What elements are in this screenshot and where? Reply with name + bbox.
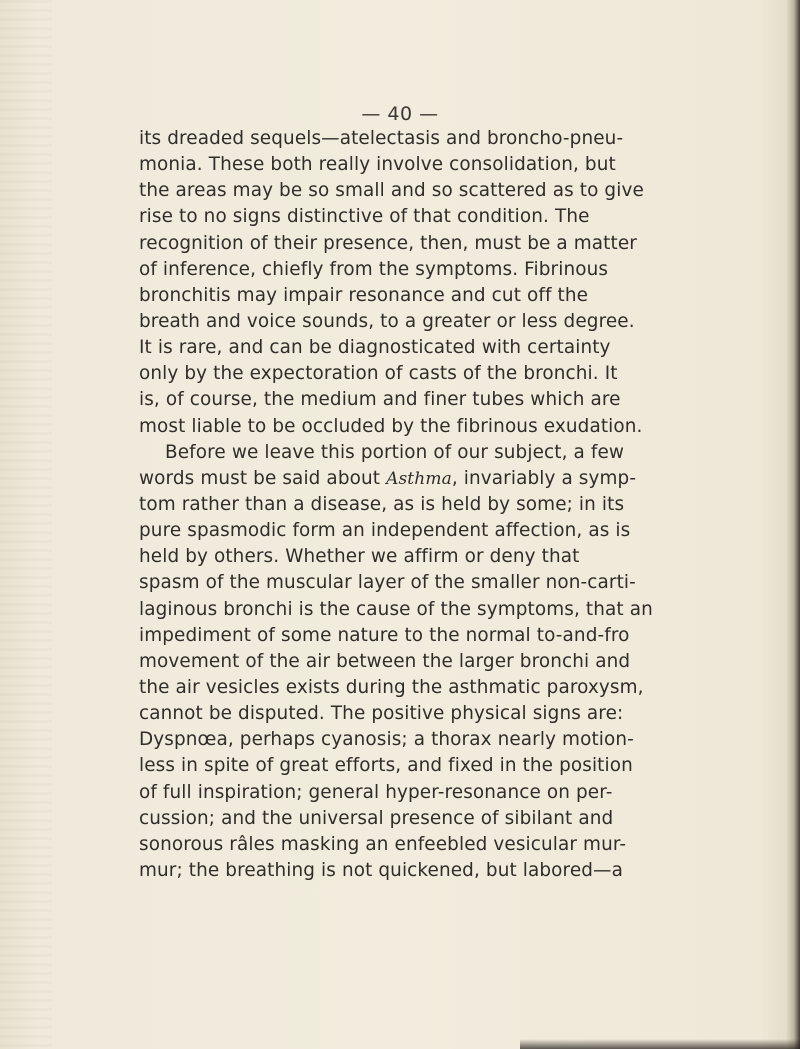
text-line: held by others. Whether we affirm or deny that xyxy=(139,546,580,568)
page-edge-shadow xyxy=(786,0,800,1049)
text-line: cussion; and the universal presence of sibilant and xyxy=(139,807,614,829)
text-line: the air vesicles exists during the asthmatic paroxysm, xyxy=(139,676,644,698)
text-line: of full inspiration; general hyper-resonance on per- xyxy=(139,781,613,803)
text-line: It is rare, and can be diagnosticated with certainty xyxy=(139,337,611,359)
bottom-edge-shadow xyxy=(520,1039,800,1049)
text-line: rise to no signs distinctive of that condition. The xyxy=(139,206,590,228)
text-line: bronchitis may impair resonance and cut off the xyxy=(139,284,589,306)
text-line: impediment of some nature to the normal to-and-fro xyxy=(139,624,630,646)
text-line: Dyspnœa, perhaps cyanosis; a thorax nearly motion- xyxy=(139,729,634,751)
text-line: laginous bronchi is the cause of the symptoms, that an xyxy=(139,598,653,620)
text-line: is, of course, the medium and finer tubes which are xyxy=(139,389,621,411)
text-line: less in spite of great efforts, and fixed in the position xyxy=(139,755,633,777)
text-line: most liable to be occluded by the fibrinous exudation. xyxy=(139,415,643,437)
text-line: recognition of their presence, then, must be a matter xyxy=(139,232,637,254)
binding-gutter xyxy=(0,0,52,1049)
text-line: spasm of the muscular layer of the smaller non-carti- xyxy=(139,572,636,594)
text-segment: , invariably a symp- xyxy=(451,467,637,489)
italic-term-asthma: Asthma xyxy=(386,468,452,489)
text-line: tom rather than a disease, as is held by some; in its xyxy=(139,493,625,515)
text-line: its dreaded sequels—atelectasis and broncho-pneu- xyxy=(139,128,624,149)
text-line: monia. These both really involve consolidation, but xyxy=(139,154,616,176)
text-line: cannot be disputed. The positive physical signs are: xyxy=(139,703,624,725)
text-line: pure spasmodic form an independent affection, as is xyxy=(139,520,631,542)
text-line: only by the expectoration of casts of the bronchi. It xyxy=(139,363,618,385)
text-line: sonorous râles masking an enfeebled vesicular mur- xyxy=(139,833,627,855)
text-line: the areas may be so small and so scattered as to give xyxy=(139,180,644,202)
paragraph-start-line: Before we leave this portion of our subject, a few xyxy=(165,441,625,463)
text-line: breath and voice sounds, to a greater or less degree. xyxy=(139,310,635,332)
page-number: — 40 — xyxy=(361,103,439,125)
text-segment: words must be said about xyxy=(139,467,387,489)
text-line: mur; the breathing is not quickened, but labored—a xyxy=(139,859,623,881)
text-line-with-italic xyxy=(139,466,637,492)
body-text xyxy=(139,126,653,884)
text-line: movement of the air between the larger bronchi and xyxy=(139,650,631,672)
text-line: of inference, chiefly from the symptoms. Fibrinous xyxy=(139,258,609,280)
